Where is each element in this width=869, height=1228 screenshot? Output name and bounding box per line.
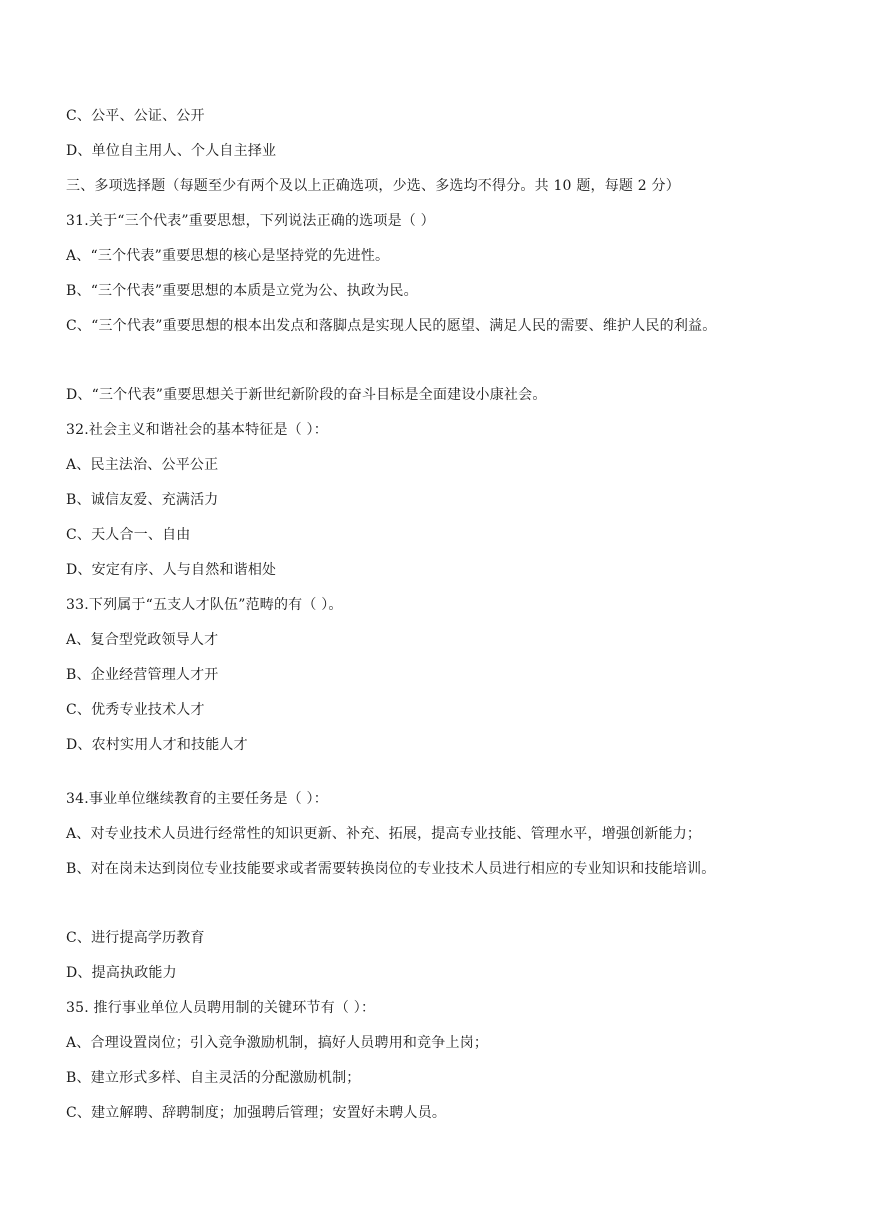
option-c-line: C、公平、公证、公开: [66, 108, 205, 124]
q33-option-a: A、复合型党政领导人才: [66, 632, 219, 648]
q32-option-b: B、诚信友爱、充满活力: [66, 492, 219, 508]
q35-option-b: B、建立形式多样、自主灵活的分配激励机制；: [66, 1070, 361, 1086]
q35-option-a: A、合理设置岗位；引入竞争激励机制，搞好人员聘用和竞争上岗；: [66, 1035, 489, 1051]
q34-option-d: D、提高执政能力: [66, 965, 177, 981]
q33-option-c: C、优秀专业技术人才: [66, 702, 205, 718]
question-35: 35. 推行事业单位人员聘用制的关键环节有（ ）：: [66, 1000, 376, 1016]
q31-option-a: A、“三个代表”重要思想的核心是坚持党的先进性。: [66, 248, 390, 264]
question-31: 31.关于“三个代表”重要思想，下列说法正确的选项是（ ）: [66, 213, 435, 229]
q32-option-d: D、安定有序、人与自然和谐相处: [66, 562, 277, 578]
q33-option-d: D、农村实用人才和技能人才: [66, 737, 248, 753]
q35-option-c: C、建立解聘、辞聘制度；加强聘后管理；安置好未聘人员。: [66, 1105, 447, 1121]
q34-option-b: B、对在岗未达到岗位专业技能要求或者需要转换岗位的专业技术人员进行相应的专业知识和技能培训。: [66, 861, 716, 877]
question-33: 33.下列属于“五支人才队伍”范畴的有（ ）。: [66, 597, 343, 613]
q32-option-c: C、天人合一、自由: [66, 527, 191, 543]
q31-option-c: C、“三个代表”重要思想的根本出发点和落脚点是实现人民的愿望、满足人民的需要、维护人民的利益。: [66, 318, 717, 334]
q31-option-b: B、“三个代表”重要思想的本质是立党为公、执政为民。: [66, 283, 418, 299]
q31-option-d: D、“三个代表”重要思想关于新世纪新阶段的奋斗目标是全面建设小康社会。: [66, 387, 547, 403]
q34-option-c: C、进行提高学历教育: [66, 930, 205, 946]
q33-option-b: B、企业经营管理人才开: [66, 667, 219, 683]
section-heading: 三、多项选择题（每题至少有两个及以上正确选项，少选、多选均不得分。共 10 题，每题 2 分）: [66, 178, 680, 194]
q32-option-a: A、民主法治、公平公正: [66, 457, 219, 473]
question-32: 32.社会主义和谐社会的基本特征是（ ）：: [66, 422, 328, 438]
q34-option-a: A、对专业技术人员进行经常性的知识更新、补充、拓展，提高专业技能、管理水平，增强创新能力；: [66, 826, 702, 842]
question-34: 34.事业单位继续教育的主要任务是（ ）：: [66, 791, 328, 807]
option-d-line: D、单位自主用人、个人自主择业: [66, 143, 277, 159]
